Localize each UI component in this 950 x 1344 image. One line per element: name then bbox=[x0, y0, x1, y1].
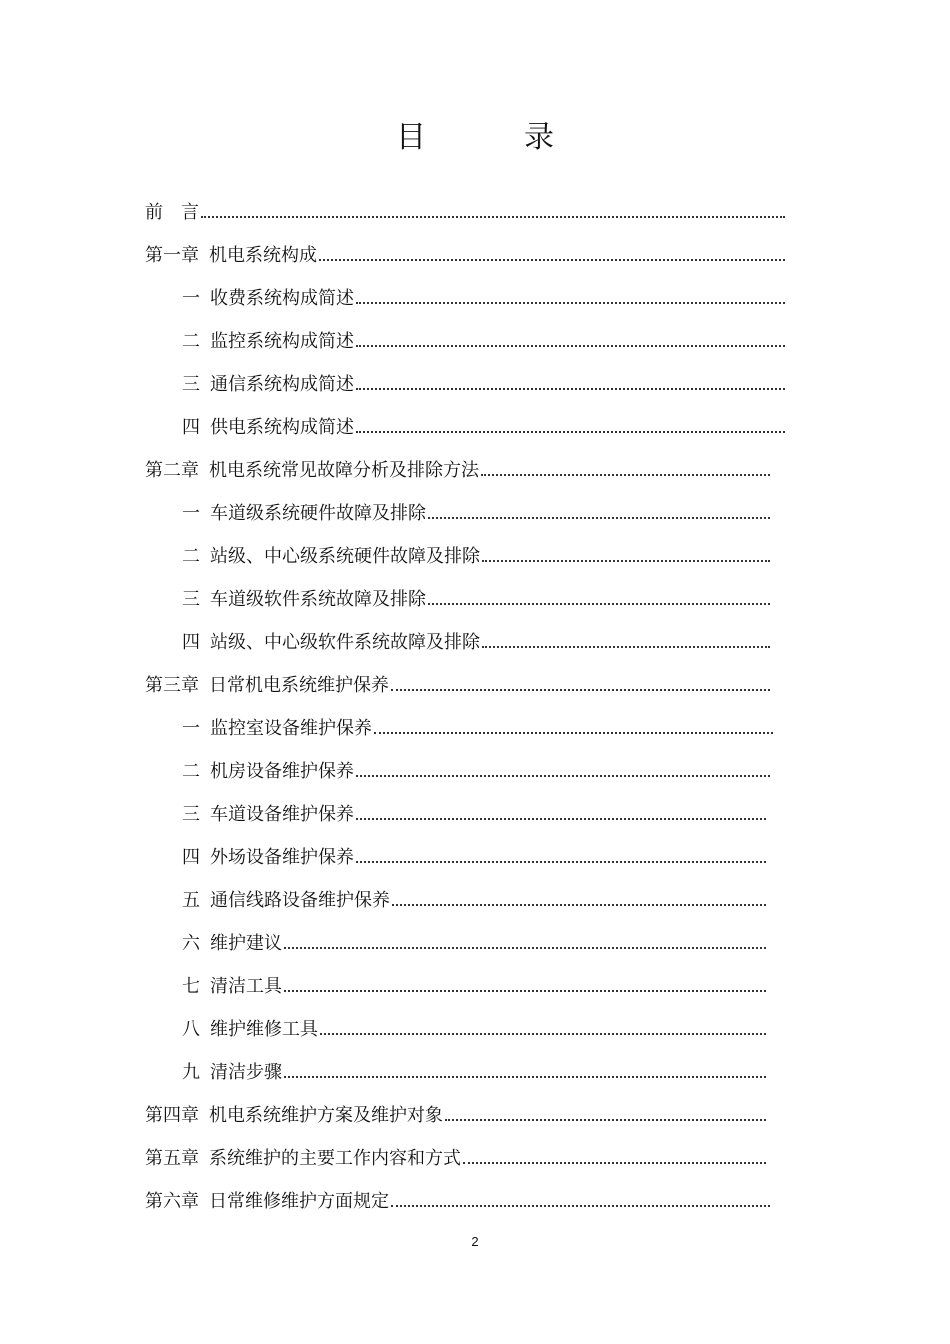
toc-entry-label bbox=[145, 1105, 443, 1127]
toc-entry[interactable] bbox=[182, 710, 773, 740]
toc-entry-number: 前 言 bbox=[145, 202, 199, 223]
toc-entry[interactable] bbox=[182, 882, 766, 912]
toc-entry-label bbox=[182, 976, 282, 998]
toc-entry-text: 机电系统维护方案及维护对象 bbox=[209, 1105, 443, 1126]
toc-entry-text: 车道级软件系统故障及排除 bbox=[210, 589, 426, 610]
toc-entry-text: 日常维修维护方面规定 bbox=[209, 1191, 389, 1212]
toc-entry-text: 供电系统构成简述 bbox=[210, 417, 354, 438]
toc-entry-number: 七 bbox=[182, 976, 200, 997]
toc-entry-number: 九 bbox=[182, 1062, 200, 1083]
toc-entry[interactable] bbox=[145, 452, 770, 482]
dot-leader bbox=[392, 904, 766, 906]
toc-entry[interactable] bbox=[182, 581, 770, 611]
dot-leader bbox=[428, 517, 770, 519]
toc-entry-number: 五 bbox=[182, 890, 200, 911]
toc-entry-text: 维护建议 bbox=[210, 933, 282, 954]
toc-entry[interactable] bbox=[145, 1097, 766, 1127]
dot-leader bbox=[481, 474, 770, 476]
dot-leader bbox=[391, 1205, 770, 1207]
toc-entry-text: 清洁步骤 bbox=[210, 1062, 282, 1083]
toc-entry-number: 二 bbox=[182, 761, 200, 782]
toc-entry-label bbox=[145, 1148, 461, 1170]
toc-entry-number: 八 bbox=[182, 1019, 200, 1040]
toc-title: 目 录 bbox=[396, 120, 588, 155]
dot-leader bbox=[445, 1119, 766, 1121]
page-number: 2 bbox=[471, 1234, 479, 1249]
toc-entry-text: 站级、中心级软件系统故障及排除 bbox=[210, 632, 480, 653]
toc-entry-label bbox=[182, 331, 354, 353]
toc-entry-text: 收费系统构成简述 bbox=[210, 288, 354, 309]
dot-leader bbox=[320, 1033, 766, 1035]
toc-entry[interactable] bbox=[145, 1140, 766, 1170]
toc-entry[interactable] bbox=[182, 968, 766, 998]
toc-entry-label bbox=[182, 761, 354, 783]
dot-leader bbox=[284, 1076, 766, 1078]
toc-entry-label bbox=[182, 1062, 282, 1084]
dot-leader bbox=[356, 775, 770, 777]
toc-entry-number: 三 bbox=[182, 804, 200, 825]
dot-leader bbox=[482, 560, 770, 562]
toc-entry-text: 通信线路设备维护保养 bbox=[210, 890, 390, 911]
toc-entry-label bbox=[145, 202, 199, 224]
dot-leader bbox=[356, 818, 766, 820]
toc-entry[interactable] bbox=[145, 1183, 770, 1213]
toc-entry-text: 清洁工具 bbox=[210, 976, 282, 997]
dot-leader bbox=[482, 646, 770, 648]
toc-entry-number: 一 bbox=[182, 288, 200, 309]
toc-entry-label bbox=[145, 675, 389, 697]
toc-entry[interactable] bbox=[182, 839, 766, 869]
dot-leader bbox=[463, 1162, 766, 1164]
toc-entry-text: 车道级系统硬件故障及排除 bbox=[210, 503, 426, 524]
toc-entry-label bbox=[182, 890, 390, 912]
dot-leader bbox=[319, 259, 785, 261]
dot-leader bbox=[284, 990, 766, 992]
toc-entry-label bbox=[145, 245, 317, 267]
toc-entry[interactable] bbox=[182, 925, 766, 955]
toc-entry-number: 第五章 bbox=[145, 1148, 199, 1169]
toc-entry-text: 维护维修工具 bbox=[210, 1019, 318, 1040]
toc-entry-text: 监控室设备维护保养 bbox=[210, 718, 372, 739]
toc-entry-number: 第六章 bbox=[145, 1191, 199, 1212]
toc-entry-number: 第三章 bbox=[145, 675, 199, 696]
toc-entry-number: 三 bbox=[182, 374, 200, 395]
toc-entry-label bbox=[145, 460, 479, 482]
toc-entry-number: 第一章 bbox=[145, 245, 199, 266]
toc-entry-number: 一 bbox=[182, 718, 200, 739]
dot-leader bbox=[201, 216, 785, 218]
toc-entry-number: 第四章 bbox=[145, 1105, 199, 1126]
dot-leader bbox=[428, 603, 770, 605]
toc-entry-number: 二 bbox=[182, 331, 200, 352]
dot-leader bbox=[356, 388, 785, 390]
dot-leader bbox=[356, 345, 785, 347]
toc-entry-label bbox=[182, 1019, 318, 1041]
toc-entry-label bbox=[182, 503, 426, 525]
dot-leader bbox=[356, 302, 785, 304]
toc-entry-text: 日常机电系统维护保养 bbox=[209, 675, 389, 696]
toc-entry-label bbox=[182, 417, 354, 439]
toc-entry-label bbox=[182, 933, 282, 955]
toc-entry-text: 车道设备维护保养 bbox=[210, 804, 354, 825]
toc-entry-number: 二 bbox=[182, 546, 200, 567]
toc-entry[interactable] bbox=[182, 280, 785, 310]
toc-entry-label bbox=[182, 804, 354, 826]
toc-entry-text: 监控系统构成简述 bbox=[210, 331, 354, 352]
toc-entry-text: 通信系统构成简述 bbox=[210, 374, 354, 395]
toc-entry[interactable] bbox=[145, 237, 785, 267]
toc-entry-text: 外场设备维护保养 bbox=[210, 847, 354, 868]
toc-entry-text: 系统维护的主要工作内容和方式 bbox=[209, 1148, 461, 1169]
toc-entry-label bbox=[182, 546, 480, 568]
toc-entry[interactable] bbox=[145, 667, 770, 697]
toc-entry[interactable] bbox=[182, 796, 766, 826]
dot-leader bbox=[356, 431, 785, 433]
toc-entry[interactable] bbox=[182, 1054, 766, 1084]
toc-entry-number: 四 bbox=[182, 847, 200, 868]
toc-entry-label bbox=[145, 1191, 389, 1213]
toc-entry-label bbox=[182, 589, 426, 611]
dot-leader bbox=[374, 732, 773, 734]
toc-entry[interactable] bbox=[182, 409, 785, 439]
toc-entry-number: 四 bbox=[182, 632, 200, 653]
toc-entry-number: 四 bbox=[182, 417, 200, 438]
dot-leader bbox=[284, 947, 766, 949]
toc-entry[interactable] bbox=[182, 538, 770, 568]
toc-entry-text: 机电系统常见故障分析及排除方法 bbox=[209, 460, 479, 481]
toc-entry[interactable] bbox=[182, 366, 785, 396]
toc-entry-number: 第二章 bbox=[145, 460, 199, 481]
toc-entry[interactable] bbox=[182, 323, 785, 353]
toc-entry-number: 六 bbox=[182, 933, 200, 954]
toc-entry[interactable] bbox=[182, 753, 770, 783]
toc-entry-label bbox=[182, 847, 354, 869]
toc-entry-number: 三 bbox=[182, 589, 200, 610]
toc-entry-text: 机房设备维护保养 bbox=[210, 761, 354, 782]
toc-entry-text: 站级、中心级系统硬件故障及排除 bbox=[210, 546, 480, 567]
toc-entry-label bbox=[182, 374, 354, 396]
toc-entry-label bbox=[182, 632, 480, 654]
toc-entry-text: 机电系统构成 bbox=[209, 245, 317, 266]
toc-entry-number: 一 bbox=[182, 503, 200, 524]
toc-entry[interactable] bbox=[182, 624, 770, 654]
toc-entry-label bbox=[182, 288, 354, 310]
toc-entry-label bbox=[182, 718, 372, 740]
dot-leader bbox=[356, 861, 766, 863]
dot-leader bbox=[391, 689, 770, 691]
toc-entry[interactable] bbox=[182, 495, 770, 525]
toc-entry[interactable] bbox=[145, 194, 785, 224]
toc-entry[interactable] bbox=[182, 1011, 766, 1041]
